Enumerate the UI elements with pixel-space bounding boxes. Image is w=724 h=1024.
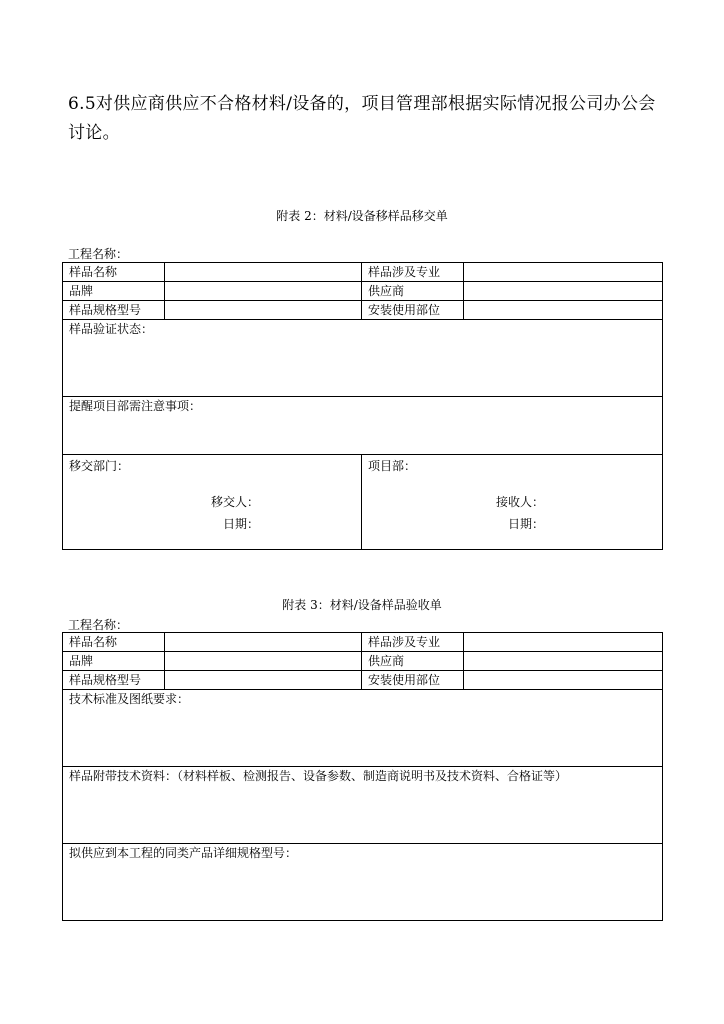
form1-brand-label: 品牌 [63, 282, 165, 301]
form2-brand-field[interactable] [165, 652, 362, 671]
form1-receiver-label: 接收人： [495, 495, 544, 509]
form2-project-name-label: 工程名称： [68, 618, 129, 632]
form2-sample-name-label: 样品名称 [63, 633, 165, 652]
form1-supplier-label: 供应商 [362, 282, 464, 301]
form1-handover-person-label: 移交人： [210, 495, 259, 509]
table-row [63, 844, 663, 921]
form2-brand-label: 品牌 [63, 652, 165, 671]
table-row [63, 767, 663, 844]
form2-install-location-label: 安装使用部位 [362, 671, 464, 690]
table-row [63, 690, 663, 767]
form1-sample-name-label: 样品名称 [63, 263, 165, 282]
form1-project-dept-label: 项目部： [368, 459, 417, 473]
table-row [63, 263, 663, 282]
table-row [63, 397, 663, 455]
form2-sample-specialty-label: 样品涉及专业 [362, 633, 464, 652]
form2-sample-name-field[interactable] [165, 633, 362, 652]
table-row [63, 455, 663, 550]
form1-supplier-field[interactable] [464, 282, 663, 301]
form1-install-location-label: 安装使用部位 [362, 301, 464, 320]
form2-caption: 附表 3：材料/设备样品验收单 [282, 598, 442, 612]
form1-verification-status[interactable]: 样品验证状态： [63, 320, 663, 397]
form1-handover-dept-cell[interactable] [63, 455, 362, 550]
form1-table [62, 262, 663, 550]
form1-install-location-field[interactable] [464, 301, 663, 320]
table-row [63, 320, 663, 397]
form2-model-label: 样品规格型号 [63, 671, 165, 690]
form1-handover-dept-label: 移交部门： [69, 459, 130, 473]
intro-paragraph: 6.5对供应商供应不合格材料/设备的，项目管理部根据实际情况报公司办公会讨论。 [68, 94, 656, 143]
form1-sample-name-field[interactable] [165, 263, 362, 282]
form2-table [62, 632, 663, 921]
form2-supplier-label: 供应商 [362, 652, 464, 671]
form2-sample-specialty-field[interactable] [464, 633, 663, 652]
form1-sample-specialty-label: 样品涉及专业 [362, 263, 464, 282]
table-row [63, 652, 663, 671]
form1-model-label: 样品规格型号 [63, 301, 165, 320]
table-row [63, 301, 663, 320]
form1-project-name-label: 工程名称： [68, 247, 129, 261]
form2-tech-standards[interactable]: 技术标准及图纸要求： [63, 690, 663, 767]
form1-sample-specialty-field[interactable] [464, 263, 663, 282]
form1-caption: 附表 2：材料/设备移样品移交单 [276, 209, 448, 223]
form1-receive-date-label: 日期： [507, 517, 544, 531]
form2-attached-docs[interactable]: 样品附带技术资料：（材料样板、检测报告、设备参数、制造商说明书及技术资料、合格证等） [63, 767, 663, 844]
table-row [63, 671, 663, 690]
table-row [63, 282, 663, 301]
form1-handover-date-label: 日期： [222, 517, 259, 531]
table-row [63, 633, 663, 652]
form2-model-field[interactable] [165, 671, 362, 690]
form2-install-location-field[interactable] [464, 671, 663, 690]
form2-proposed-models[interactable]: 拟供应到本工程的同类产品详细规格型号： [63, 844, 663, 921]
form1-notes[interactable]: 提醒项目部需注意事项： [63, 397, 663, 455]
form1-project-dept-cell[interactable] [362, 455, 663, 550]
form2-supplier-field[interactable] [464, 652, 663, 671]
form1-brand-field[interactable] [165, 282, 362, 301]
form1-model-field[interactable] [165, 301, 362, 320]
